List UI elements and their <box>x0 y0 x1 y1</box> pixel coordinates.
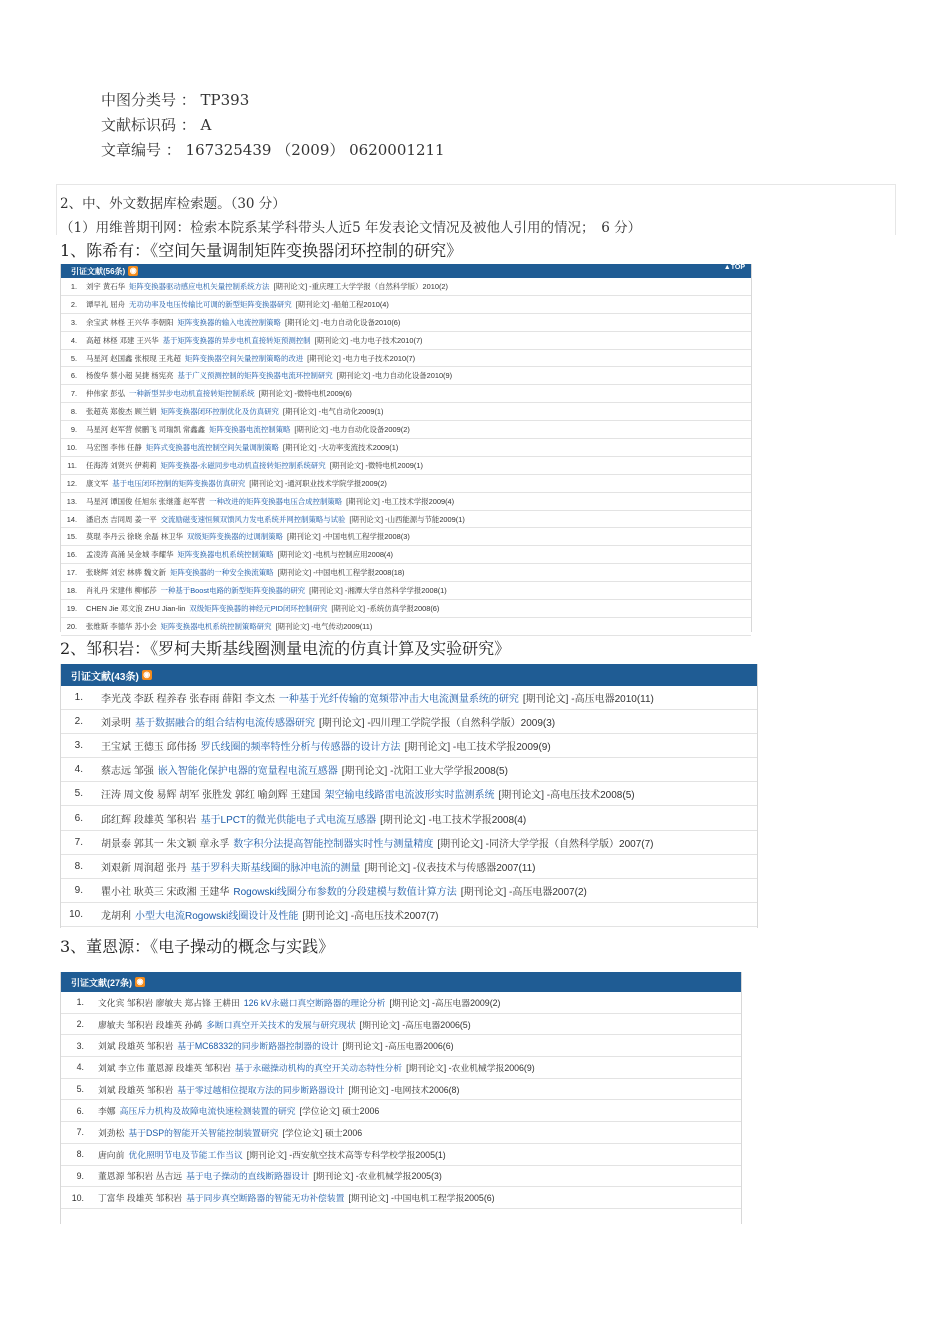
citation-source: [期刊论文] -微特电机2009(6) <box>258 389 352 399</box>
citation-row <box>61 403 751 421</box>
citation-title-link[interactable]: 优化照明节电及节能工作当议 <box>128 1149 243 1160</box>
rss-icon[interactable]: ◉ <box>136 977 144 986</box>
citation-title-link[interactable]: 基于DSP的智能开关智能控制装置研究 <box>128 1127 279 1138</box>
citation-title-link[interactable]: 一种新型异步电动机直接转矩控制系统 <box>129 389 255 399</box>
citation-authors: 马星河 赵军营 侯鹏飞 司瑞凯 常鑫鑫 <box>86 425 206 435</box>
citation-title-link[interactable]: 矩阵变换器电机系统控制策略研究 <box>160 621 272 631</box>
classification-number: 中图分类号 ： TP393 <box>101 91 250 109</box>
citation-authors: 文化宾 邹积岩 廖敏夫 郑占锋 王耕田 <box>98 997 240 1008</box>
citation-authors: 张维斯 李德华 苏小会 <box>86 621 157 631</box>
citation-number: 9. <box>70 425 77 435</box>
citation-number: 9. <box>76 1170 84 1181</box>
citation-number: 5. <box>70 353 77 363</box>
citation-number: 6. <box>74 812 83 824</box>
citation-title-link[interactable]: 矩阵变换器驱动感应电机矢量控制系统方法 <box>129 281 270 291</box>
citation-number: 6. <box>76 1105 84 1116</box>
citation-number: 5. <box>76 1084 84 1095</box>
citation-row <box>61 1057 741 1079</box>
citation-number: 14. <box>66 514 77 524</box>
panel-header <box>61 664 757 686</box>
citation-row <box>61 1122 741 1144</box>
citation-title-link[interactable]: 一种基于Boost电路的新型矩阵变换器的研究 <box>160 586 306 596</box>
citation-source: [期刊论文] -农业机械学报2005(3) <box>313 1171 442 1182</box>
citation-title-link[interactable]: 基于电压闭环控制的矩阵变换器仿真研究 <box>112 478 246 488</box>
citation-list <box>61 992 741 1209</box>
citation-title-link[interactable]: 多断口真空开关技术的发展与研究现状 <box>206 1019 356 1030</box>
citation-row <box>61 855 757 879</box>
citation-number: 1. <box>70 281 77 291</box>
citation-source: [学位论文] 硕士2006 <box>282 1127 363 1138</box>
citation-number: 19. <box>66 603 77 613</box>
citation-title-link[interactable]: 基于零过越相位提取方法的同步断路器设计 <box>177 1084 345 1095</box>
citation-number: 7. <box>70 389 77 399</box>
article-number: 文章编号 ： 167325439 （2009） 0620001211 <box>101 141 445 159</box>
citation-title-link[interactable]: 矩阵变换器闭环控制优化及仿真研究 <box>160 407 279 417</box>
citation-source: [期刊论文] -高压电器2007(2) <box>460 886 587 898</box>
citation-authors: 瞿小社 耿英三 宋政湘 王建华 <box>101 886 230 898</box>
citation-authors: 刘劲松 <box>98 1127 125 1138</box>
citation-source: [期刊论文] -电力电子技术2010(7) <box>314 335 423 345</box>
citation-number: 2. <box>76 1019 84 1030</box>
citation-number: 6. <box>70 371 77 381</box>
citation-number: 9. <box>74 884 83 896</box>
citation-authors: 莫琨 李丹云 徐晓 余磊 林卫华 <box>86 532 183 542</box>
citation-title-link[interactable]: 交流励磁变速恒频双馈风力发电系统并网控制策略与试验 <box>160 514 346 524</box>
citation-number: 1. <box>76 997 84 1008</box>
section-heading-2: 2、邹积岩：《罗柯夫斯基线圈测量电流的仿真计算及实验研究》 <box>60 639 511 658</box>
citation-number: 7. <box>76 1127 84 1138</box>
citation-title-link[interactable]: 基于永磁操动机构的真空开关动态特性分析 <box>234 1062 403 1073</box>
citation-source: [期刊论文] -中国电机工程学报2008(3) <box>287 532 410 542</box>
citation-row <box>61 1187 741 1209</box>
citation-authors: 刘宇 黄石华 <box>86 281 126 291</box>
citation-authors: 李光茂 李跃 程养春 张春雨 薛阳 李文杰 <box>101 694 275 706</box>
citation-authors: CHEN Jie 邓文浪 ZHU Jian-lin <box>86 603 186 613</box>
citation-authors: 孟凌涛 高涌 吴金城 李耀华 <box>86 550 174 560</box>
citation-source: [期刊论文] -电力电子技术2010(7) <box>307 353 416 363</box>
citation-row <box>61 806 757 830</box>
citation-row <box>61 314 751 332</box>
panel-header <box>61 972 741 992</box>
citation-row <box>61 992 741 1014</box>
citation-row <box>61 618 751 636</box>
citation-number: 20. <box>66 621 77 631</box>
citation-source: [期刊论文] -同济大学学报（自然科学版）2007(7) <box>437 838 654 850</box>
citation-row <box>61 528 751 546</box>
citation-title-link[interactable]: 基于LPCT的微光供能电子式电流互感器 <box>200 814 377 826</box>
citation-number: 5. <box>74 788 83 800</box>
citation-panel-3 <box>60 972 742 1224</box>
citation-source: [期刊论文] -电网技术2006(8) <box>348 1084 460 1095</box>
citation-row <box>61 686 757 710</box>
citation-authors: 肖礼丹 宋建伟 柳郁莎 <box>86 586 157 596</box>
citation-row <box>61 879 757 903</box>
citation-title-link[interactable]: 矩阵变换器-永磁同步电动机直接转矩控制系统研究 <box>160 460 326 470</box>
citation-source: [期刊论文] -四川理工学院学报（自然科学版）2009(3) <box>319 718 556 730</box>
citation-title-link[interactable]: Rogowski线圈分布参数的分段建模与数值计算方法 <box>233 886 457 898</box>
citation-row <box>61 600 751 618</box>
citation-authors: 唐向前 <box>98 1149 125 1160</box>
citation-source: [期刊论文] -电力自动化设备2010(6) <box>284 317 401 327</box>
citation-source: [期刊论文] -电工技术学报2009(4) <box>346 496 455 506</box>
citation-source: [期刊论文] -农业机械学报2006(9) <box>406 1062 535 1073</box>
citation-source: [期刊论文] -微特电机2009(1) <box>329 460 423 470</box>
citation-authors: 张晓辉 刘宏 林骅 魏文新 <box>86 568 167 578</box>
citation-title-link[interactable]: 基于罗科夫斯基线圈的脉冲电流的测量 <box>190 862 361 874</box>
citation-row <box>61 903 757 927</box>
citation-title-link[interactable]: 矩阵变换器空间矢量控制策略的改进 <box>184 353 304 363</box>
section-heading-3: 3、董恩源：《电子操动的概念与实践》 <box>60 937 335 956</box>
citation-authors: 廖敏夫 邹积岩 段雄英 孙鹤 <box>98 1019 203 1030</box>
citation-title-link[interactable]: 基于数据融合的组合结构电流传感器研究 <box>135 718 315 730</box>
citation-row <box>61 782 757 806</box>
citation-authors: 邱红辉 段雄英 邹积岩 <box>101 814 197 826</box>
citation-number: 8. <box>76 1149 84 1160</box>
citation-number: 1. <box>74 692 83 704</box>
citation-source: [期刊论文] -高压电器2006(6) <box>342 1041 454 1052</box>
citation-source: [期刊论文] -电力自动化设备2009(2) <box>294 425 410 435</box>
citation-row <box>61 710 757 734</box>
citation-source: [期刊论文] -通河职业技术学院学报2009(2) <box>249 478 387 488</box>
citation-title-link[interactable]: 基于广义预测控制的矩阵变换器电流环控制研究 <box>177 371 333 381</box>
article-meta <box>101 88 445 163</box>
citation-row <box>61 421 751 439</box>
citation-title-link[interactable]: 基于矩阵变换器的异步电机直接转矩预测控制 <box>162 335 311 345</box>
citation-source: [期刊论文] -电工技术学报2008(4) <box>380 814 527 826</box>
citation-title-link[interactable]: 无功功率及电压传输比可调的新型矩阵变换器研究 <box>129 299 292 309</box>
citation-title-link[interactable]: 数字积分法提高智能控制器实时性与测量精度 <box>233 838 434 850</box>
citation-row <box>61 546 751 564</box>
citation-source: [学位论文] 硕士2006 <box>299 1106 380 1117</box>
top-link[interactable]: ▲TOP <box>723 264 745 271</box>
panel-title: 引证文献(56条) <box>71 266 126 276</box>
citation-authors: 马星河 谭国俊 任旭东 张继蓬 赵军营 <box>86 496 206 506</box>
citation-authors: 张超英 郑俊杰 顾兰娟 <box>86 407 157 417</box>
citation-row <box>61 582 751 600</box>
citation-number: 4. <box>70 335 77 345</box>
citation-row <box>61 457 751 475</box>
citation-number: 4. <box>76 1062 84 1073</box>
citation-row <box>61 332 751 350</box>
citation-row <box>61 367 751 385</box>
citation-row <box>61 1035 741 1057</box>
citation-title-link[interactable]: 矩阵变换器电流控制策略 <box>209 425 291 435</box>
citation-source: [期刊论文] -电力自动化设备2010(9) <box>336 371 453 381</box>
citation-authors: 李娜 <box>98 1106 116 1117</box>
citation-number: 13. <box>66 496 77 506</box>
citation-authors: 马星河 赵国鑫 张根现 王兆超 <box>86 353 181 363</box>
citation-number: 2. <box>74 716 83 728</box>
citation-authors: 刘斌 李立伟 董恩源 段雄英 邹积岩 <box>98 1062 231 1073</box>
citation-list <box>61 278 751 636</box>
citation-authors: 潘启杰 吉同周 姜一平 <box>86 514 157 524</box>
citation-number: 3. <box>70 317 77 327</box>
citation-source: [期刊论文] -仪表技术与传感器2007(11) <box>364 862 536 874</box>
citation-authors: 胡景泰 郭其一 朱文颖 章永孚 <box>101 838 230 850</box>
citation-panel-1 <box>60 264 752 632</box>
citation-row <box>61 439 751 457</box>
citation-row <box>61 493 751 511</box>
citation-authors: 龙胡利 <box>101 910 131 922</box>
citation-title-link[interactable]: 基于同步真空断路器的智能无功补偿装置 <box>186 1193 345 1204</box>
citation-authors: 丁富华 段雄英 邹积岩 <box>98 1193 183 1204</box>
citation-authors: 余宝武 林柽 王兴华 李朝阳 <box>86 317 174 327</box>
citation-authors: 蔡志远 邹强 <box>101 766 154 778</box>
citation-number: 8. <box>74 860 83 872</box>
citation-source: [期刊论文] -中国电机工程学报2008(18) <box>277 568 405 578</box>
citation-title-link[interactable]: 一种基于光纤传输的宽频带冲击大电流测量系统的研究 <box>278 694 519 706</box>
citation-row <box>61 831 757 855</box>
panel-title: 引证文献(27条) <box>71 977 133 988</box>
citation-row <box>61 385 751 403</box>
citation-number: 12. <box>66 478 77 488</box>
citation-source: [期刊论文] -高压电器2010(11) <box>522 694 654 706</box>
citation-source: [期刊论文] -电气传动2009(11) <box>275 621 373 631</box>
citation-number: 18. <box>66 586 77 596</box>
citation-title-link[interactable]: 矩阵变换器的一种安全换流策略 <box>170 568 274 578</box>
citation-source: [期刊论文] -西安航空技术高等专科学校学报2005(1) <box>246 1149 446 1160</box>
citation-source: [期刊论文] -电气自动化2009(1) <box>282 407 384 417</box>
citation-title-link[interactable]: 双级矩阵变换器的过调制策略 <box>186 532 283 542</box>
citation-number: 7. <box>74 836 83 848</box>
citation-row <box>61 1014 741 1036</box>
citation-number: 4. <box>74 764 83 776</box>
citation-title-link[interactable]: 嵌入智能化保护电器的宽量程电流互感器 <box>157 766 338 778</box>
citation-authors: 任海涛 刘贤兴 伊莉莉 <box>86 460 157 470</box>
section-heading-1: 1、陈希有：《空间矢量调制矩阵变换器闭环控制的研究》 <box>60 241 463 260</box>
panel-title: 引证文献(43条) <box>71 671 139 683</box>
citation-source: [期刊论文] -湘潭大学自然科学学报2008(1) <box>309 586 447 596</box>
citation-authors: 刘艰新 周润超 张丹 <box>101 862 187 874</box>
citation-authors: 刘斌 段雄英 邹积岩 <box>98 1084 174 1095</box>
citation-authors: 汪涛 周文俊 易辉 胡军 张胜发 郭红 喻剑辉 王建国 <box>101 790 321 802</box>
citation-source: [期刊论文] -山西能源与节能2009(1) <box>349 514 465 524</box>
citation-authors: 王宝斌 王德玉 邱伟扬 <box>101 742 197 754</box>
citation-number: 11. <box>67 460 77 470</box>
citation-number: 10. <box>69 908 83 920</box>
citation-source: [期刊论文] -大功率变流技术2009(1) <box>282 442 399 452</box>
citation-title-link[interactable]: 基于MC68332的同步断路器控制器的设计 <box>177 1041 339 1052</box>
citation-source: [期刊论文] -重庆理工大学学报（自然科学版）2010(2) <box>273 281 448 291</box>
citation-title-link[interactable]: 架空输电线路雷电流波形实时监测系统 <box>324 790 495 802</box>
citation-row <box>61 1100 741 1122</box>
citation-source: [期刊论文] -系统仿真学报2008(6) <box>331 603 440 613</box>
citation-number: 10. <box>66 442 77 452</box>
citation-authors: 董恩源 邹积岩 丛吉远 <box>98 1171 183 1182</box>
citation-number: 17. <box>66 568 77 578</box>
citation-authors: 谭早礼 屈舟 <box>86 299 126 309</box>
citation-authors: 刘斌 段雄英 邹积岩 <box>98 1041 174 1052</box>
citation-row <box>61 350 751 368</box>
citation-number: 16. <box>66 550 77 560</box>
citation-title-link[interactable]: 基于电子操动的直线断路器设计 <box>186 1171 310 1182</box>
citation-title-link[interactable]: 矩阵变换器电机系统控制策略 <box>177 550 274 560</box>
citation-title-link[interactable]: 高压斥力机构及故障电流快速检测装置的研究 <box>119 1106 296 1117</box>
citation-authors: 刘录明 <box>101 718 131 730</box>
citation-row <box>61 475 751 493</box>
citation-source: [期刊论文] -中国电机工程学报2005(6) <box>348 1193 495 1204</box>
citation-number: 10. <box>71 1192 84 1203</box>
citation-row <box>61 296 751 314</box>
citation-row <box>61 758 757 782</box>
citation-number: 3. <box>76 1040 84 1051</box>
citation-source: [期刊论文] -高压电器2009(2) <box>389 997 501 1008</box>
task-subtitle: （1）用维普期刊网：检索本院系某学科带头人近5 年发表论文情况及被他人引用的情况； 6 分） <box>60 220 642 236</box>
citation-title-link[interactable]: 矩阵式变换器电流控制空间矢量调制策略 <box>145 442 279 452</box>
citation-authors: 仲伟家 彭弘 <box>86 389 126 399</box>
citation-title-link[interactable]: 小型大电流Rogowski线圈设计及性能 <box>135 910 299 922</box>
citation-source: [期刊论文] -高电压技术2008(5) <box>498 790 635 802</box>
citation-panel-2 <box>60 664 758 928</box>
citation-authors: 康文军 <box>86 478 109 488</box>
task-title: 2、中、外文数据库检索题。（30 分） <box>60 196 286 212</box>
citation-row <box>61 734 757 758</box>
citation-authors: 马宏图 李伟 任静 <box>86 442 142 452</box>
citation-row <box>61 1166 741 1188</box>
citation-source: [期刊论文] -船舶工程2010(4) <box>295 299 389 309</box>
citation-title-link[interactable]: 一种改进的矩阵变换器电压合成控制策略 <box>209 496 343 506</box>
citation-row <box>61 1079 741 1101</box>
citation-number: 8. <box>70 407 77 417</box>
citation-source: [期刊论文] -高压电器2006(5) <box>359 1019 471 1030</box>
citation-number: 3. <box>74 740 83 752</box>
citation-title-link[interactable]: 双级矩阵变换器的神经元PID闭环控制研究 <box>189 603 328 613</box>
citation-row <box>61 564 751 582</box>
citation-authors: 杨俊华 蔡小超 吴捷 杨宪亮 <box>86 371 174 381</box>
citation-authors: 高超 林柽 邓建 王兴华 <box>86 335 159 345</box>
panel-header <box>61 264 751 278</box>
citation-source: [期刊论文] -沈阳工业大学学报2008(5) <box>341 766 508 778</box>
citation-source: [期刊论文] -电工技术学报2009(9) <box>404 742 551 754</box>
document-code: 文献标识码 ： A <box>101 116 212 134</box>
citation-row <box>61 1144 741 1166</box>
rss-icon[interactable]: ◉ <box>143 670 151 679</box>
citation-row <box>61 278 751 296</box>
citation-title-link[interactable]: 矩阵变换器的输入电流控制策略 <box>177 317 281 327</box>
citation-number: 15. <box>66 532 77 542</box>
citation-list <box>61 686 757 927</box>
citation-source: [期刊论文] -电机与控制应用2008(4) <box>277 550 393 560</box>
citation-title-link[interactable]: 126 kV永磁口真空断路器的理论分析 <box>243 997 386 1008</box>
citation-row <box>61 511 751 529</box>
citation-title-link[interactable]: 罗氏线圈的频率特性分析与传感器的设计方法 <box>200 742 401 754</box>
citation-source: [期刊论文] -高电压技术2007(7) <box>302 910 439 922</box>
rss-icon[interactable]: ◉ <box>129 266 137 275</box>
citation-number: 2. <box>70 299 77 309</box>
